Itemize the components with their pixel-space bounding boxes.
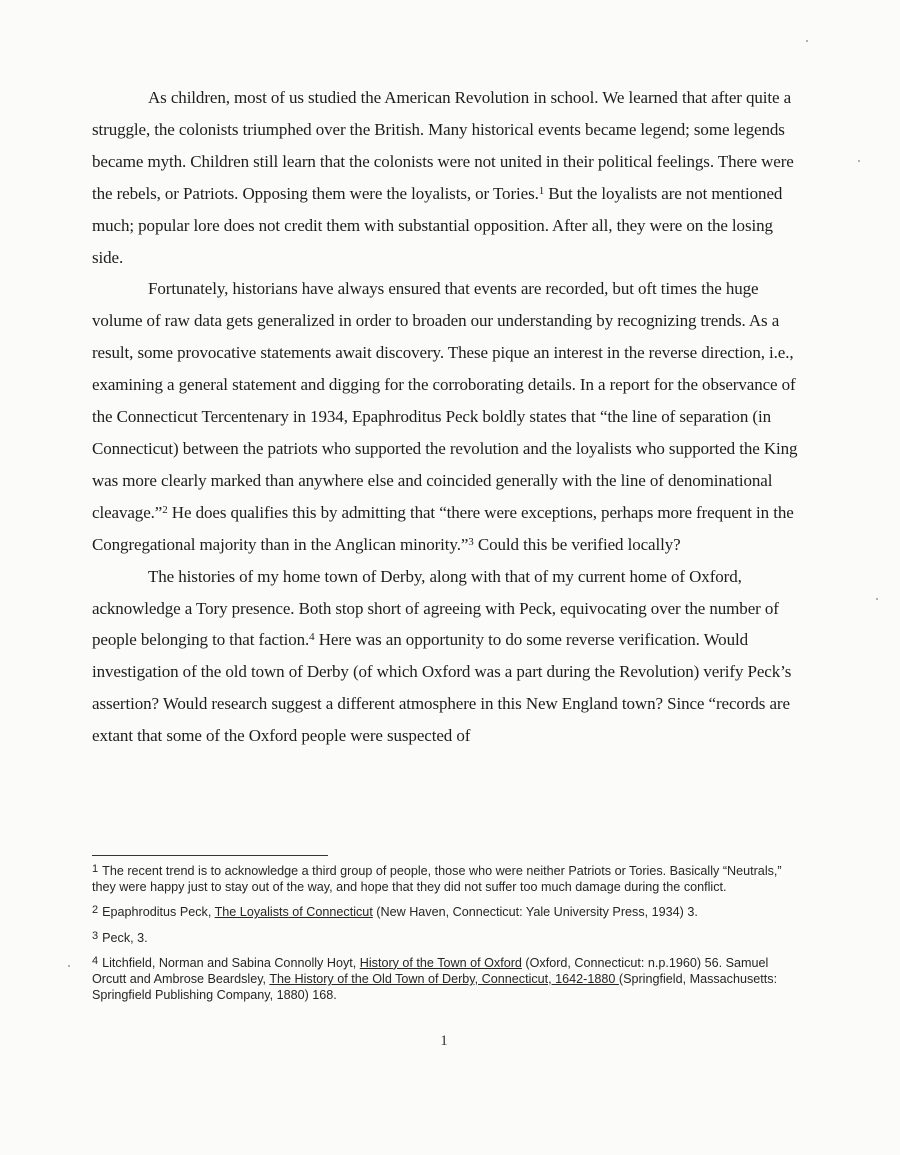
cited-title: The History of the Old Town of Derby, Connecticut, 1642-1880 bbox=[269, 972, 619, 987]
footnote-3: 3 Peck, 3. bbox=[92, 929, 148, 945]
scan-speck bbox=[876, 598, 878, 600]
footnote-4: 4 Litchfield, Norman and Sabina Connolly Hoyt, History of the Town of Oxford (Oxford, Connecticut: n.p.1960) 56. Samuel Orcutt and Ambrose Beardsley, The History of the Old Town of Derby, Connecticut, 1642-1880 (Springfield, Massachusetts: Springfield Publishing Company, 1880) 168. bbox=[92, 954, 778, 1003]
footnote-ref-2: 2 bbox=[162, 503, 168, 516]
page-number: 1 bbox=[440, 1033, 448, 1049]
paragraph-2: Fortunately, historians have always ensured that events are recorded, but oft times the huge volume of raw data gets generalized in order to broaden our understanding by recognizing trends. As a result, some provocative statements await discovery. These pique an interest in the reverse direction, i.e., examining a general statement and digging for the corroborating details. In a report for the observance of the Connecticut Tercentenary in 1934, Epaphroditus Peck boldly states that “the line of separation (in Connecticut) between the patriots who supported the revolution and the loyalists who supported the King was more clearly marked than anywhere else and coincided generally with the line of denominational cleavage.”$^2$ He does qualifies this by admitting that “there were exceptions, perhaps more frequent in the Congregational majority than in the Anglican minority.”$^3$ Could this be verified locally? bbox=[92, 279, 798, 554]
footnote-number: 1 bbox=[92, 863, 99, 875]
cited-title: The Loyalists of Connecticut bbox=[214, 905, 373, 920]
footnote-ref-4: 4 bbox=[309, 631, 315, 644]
scan-speck bbox=[68, 965, 70, 967]
scan-speck bbox=[858, 160, 860, 162]
footnote-1: 1 The recent trend is to acknowledge a third group of people, those who were neither Patriots or Tories. Basically “Neutrals,” they were happy just to stay out of the way, and hope that they did not suffer too much damage during the conflict. bbox=[92, 863, 782, 895]
footnote-separator bbox=[92, 855, 328, 856]
footnote-ref-1: 1 bbox=[538, 184, 545, 197]
paragraph-3: The histories of my home town of Derby, along with that of my current home of Oxford, acknowledge a Tory presence. Both stop short of agreeing with Peck, equivocating over the number of people belonging to that faction.$^4$ Here was an opportunity to do some reverse verification. Would investigation of the old town of Derby (of which Oxford was a part during the Revolution) verify Peck’s assertion? Would research suggest a different atmosphere in this New England town? Since “records are extant that some of the Oxford people were suspected of bbox=[92, 566, 792, 746]
footnote-2: 2 Epaphroditus Peck, The Loyalists of Connecticut (New Haven, Connecticut: Yale University Press, 1934) 3. bbox=[92, 904, 698, 920]
scan-speck bbox=[806, 40, 808, 42]
body-text bbox=[92, 82, 798, 752]
cited-title: History of the Town of Oxford bbox=[359, 955, 522, 970]
footnotes bbox=[92, 861, 792, 1010]
footnote-number: 3 bbox=[92, 929, 99, 942]
footnote-number: 4 bbox=[92, 954, 99, 967]
footnote-ref-3: 3 bbox=[468, 535, 474, 548]
footnote-number: 2 bbox=[92, 904, 99, 917]
paragraph-1: As children, most of us studied the American Revolution in school. We learned that after quite a struggle, the colonists triumphed over the British. Many historical events became legend; some legends became myth. Children still learn that the colonists were not united in their political feelings. There were the rebels, or Patriots. Opposing them were the loyalists, or Tories.$^1$ But the loyalists are not mentioned much; popular lore does not credit them with substantial opposition. After all, they were on the losing side. bbox=[92, 88, 794, 267]
